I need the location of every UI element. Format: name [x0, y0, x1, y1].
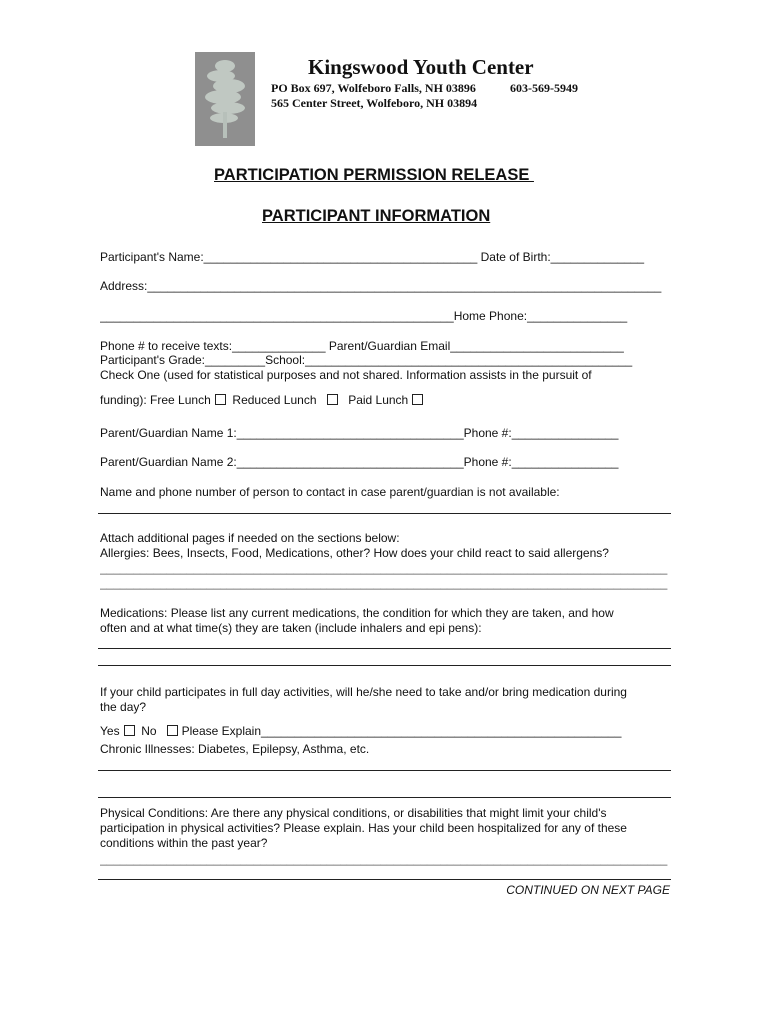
check-one-text: Check One (used for statistical purposes and not shared. Information assists in the pursuit of	[100, 368, 592, 382]
paid-lunch-checkbox[interactable]	[412, 394, 423, 405]
paid-lunch-label: Paid Lunch	[348, 393, 409, 407]
continued-note: CONTINUED ON NEXT PAGE	[506, 883, 670, 897]
grade-school-field[interactable]: Participant's Grade:_________School:_________________________________________________	[100, 353, 633, 367]
medications-line-1[interactable]	[98, 648, 671, 649]
free-lunch-label: funding): Free Lunch	[100, 393, 211, 407]
tree-icon	[195, 52, 255, 146]
yes-label: Yes	[100, 724, 120, 738]
allergies-question: Allergies: Bees, Insects, Food, Medications, other? How does your child react to said allergens?	[100, 546, 609, 560]
physical-answer-line[interactable]: _____________________________________________________________________________________	[100, 852, 668, 866]
free-lunch-checkbox[interactable]	[215, 394, 226, 405]
full-day-question-2: the day?	[100, 700, 147, 714]
no-checkbox[interactable]	[167, 725, 178, 736]
yes-checkbox[interactable]	[124, 725, 135, 736]
address-field[interactable]: Address:_____________________________________________________________________________	[100, 279, 662, 293]
medications-line-2[interactable]	[98, 665, 671, 666]
emergency-contact-line[interactable]	[98, 513, 671, 514]
attach-note: Attach additional pages if needed on the sections below:	[100, 531, 400, 545]
org-phone: 603-569-5949	[510, 81, 578, 95]
full-day-question-1: If your child participates in full day activities, will he/she need to take and/or bring medication during	[100, 685, 627, 699]
medication-yes-no	[100, 724, 621, 738]
release-title: PARTICIPATION PERMISSION RELEASE	[214, 166, 534, 184]
reduced-lunch-label: Reduced Lunch	[232, 393, 317, 407]
reduced-lunch-checkbox[interactable]	[327, 394, 338, 405]
name-dob-field[interactable]: Participant's Name:_________________________________________ Date of Birth:______________	[100, 250, 645, 264]
chronic-illness-label: Chronic Illnesses: Diabetes, Epilepsy, Asthma, etc.	[100, 742, 370, 756]
allergies-line-2[interactable]: _____________________________________________________________________________________	[100, 576, 668, 590]
street-address: 565 Center Street, Wolfeboro, NH 03894	[271, 96, 478, 110]
allergies-line-1[interactable]: _____________________________________________________________________________________	[100, 561, 668, 575]
guardian2-field[interactable]: Parent/Guardian Name 2:__________________________________Phone #:________________	[100, 455, 619, 469]
lunch-options	[100, 393, 423, 407]
physical-answer-rule[interactable]	[98, 879, 671, 880]
po-address: PO Box 697, Wolfeboro Falls, NH 03896	[271, 81, 476, 95]
info-title: PARTICIPANT INFORMATION	[262, 207, 491, 225]
texts-email-field[interactable]: Phone # to receive texts:______________ Parent/Guardian Email__________________________	[100, 339, 624, 353]
explain-field[interactable]: Please Explain______________________________________________________	[181, 724, 622, 738]
no-label: No	[141, 724, 157, 738]
home-phone-field[interactable]: _____________________________________________________Home Phone:_______________	[100, 309, 628, 323]
guardian1-field[interactable]: Parent/Guardian Name 1:__________________________________Phone #:________________	[100, 426, 619, 440]
chronic-illness-line-1[interactable]	[98, 770, 671, 771]
emergency-contact-label: Name and phone number of person to contact in case parent/guardian is not available:	[100, 485, 560, 499]
physical-question-1: Physical Conditions: Are there any physical conditions, or disabilities that might limit your child's	[100, 806, 607, 820]
medications-question-1: Medications: Please list any current medications, the condition for which they are taken, and how	[100, 606, 614, 620]
org-name: Kingswood Youth Center	[308, 55, 534, 79]
chronic-illness-line-2[interactable]	[98, 797, 671, 798]
physical-question-2: participation in physical activities? Please explain. Has your child been hospitalized for any of these	[100, 821, 627, 835]
physical-question-3: conditions within the past year?	[100, 836, 268, 850]
medications-question-2: often and at what time(s) they are taken (include inhalers and epi pens):	[100, 621, 482, 635]
